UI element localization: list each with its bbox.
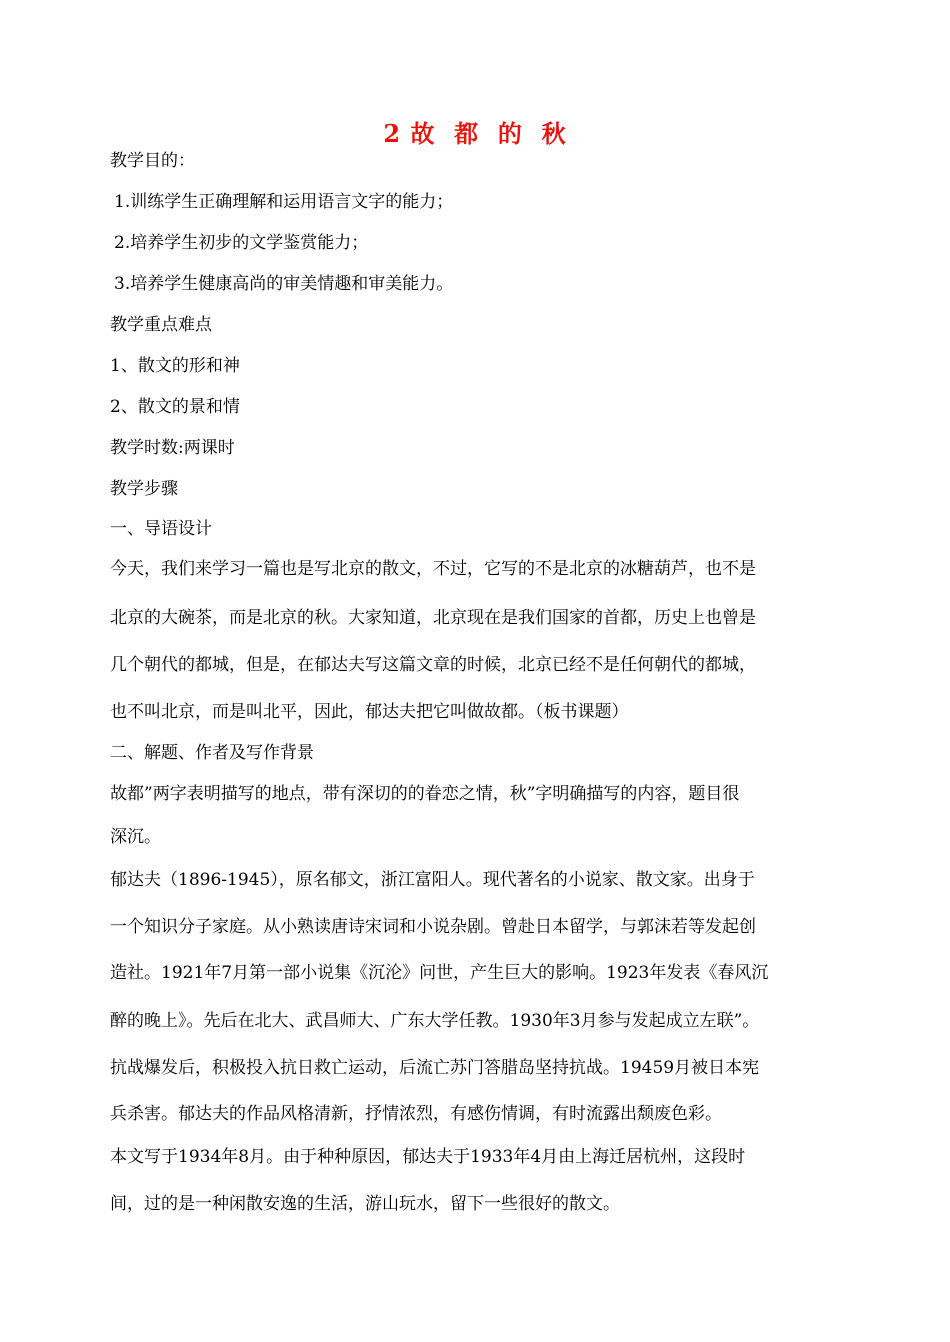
paragraph-line: 也不叫北京，而是叫北平，因此，郁达夫把它叫做故都。（板书课题） xyxy=(110,702,629,722)
document-title: 2 故 都 的 秋 xyxy=(383,119,567,148)
objective-item-2: 2.培养学生初步的文学鉴赏能力； xyxy=(114,233,369,253)
paragraph-line: 故都”两字表明描写的地点，带有深切的的眷恋之情，秋”字明确描写的内容，题目很 xyxy=(110,784,740,804)
heading-key-points: 教学重点难点 xyxy=(110,315,212,335)
paragraph-line: 北京的大碗茶，而是北京的秋。大家知道，北京现在是我们国家的首都，历史上也曾是 xyxy=(110,608,756,628)
paragraph-line: 今天，我们来学习一篇也是写北京的散文，不过，它写的不是北京的冰糖葫芦，也不是 xyxy=(110,559,756,579)
paragraph-line: 间，过的是一种闲散安逸的生活，游山玩水，留下一些很好的散文。 xyxy=(110,1194,620,1214)
paragraph-line: 抗战爆发后，积极投入抗日救亡运动，后流亡苏门答腊岛坚持抗战。19459月被日本宪 xyxy=(110,1058,760,1078)
section-heading-intro: 一、导语设计 xyxy=(110,519,212,539)
paragraph-line: 本文写于1934年8月。由于种种原因，郁达夫于1933年4月由上海迁居杭州，这段时 xyxy=(110,1147,746,1167)
objective-item-1: 1.训练学生正确理解和运用语言文字的能力； xyxy=(114,192,454,212)
heading-teaching-steps: 教学步骤 xyxy=(110,479,178,499)
paragraph-line: 郁达夫（1896-1945），原名郁文，浙江富阳人。现代著名的小说家、散文家。出身于 xyxy=(110,870,755,890)
paragraph-line: 造社。1921年7月第一部小说集《沉沦》问世，产生巨大的影响。1923年发表《春风沉 xyxy=(110,963,769,983)
paragraph-line: 深沉。 xyxy=(110,827,161,847)
heading-teaching-objectives: 教学目的： xyxy=(110,151,195,171)
paragraph-line: 一个知识分子家庭。从小熟读唐诗宋词和小说杂剧。曾赴日本留学，与郭沫若等发起创 xyxy=(110,917,756,937)
paragraph-line: 兵杀害。郁达夫的作品风格清新，抒情浓烈，有感伤情调，有时流露出颓废色彩。 xyxy=(110,1104,722,1124)
objective-item-3: 3.培养学生健康高尚的审美情趣和审美能力。 xyxy=(114,274,454,294)
paragraph-line: 几个朝代的都城，但是，在郁达夫写这篇文章的时候，北京已经不是任何朝代的都城， xyxy=(110,655,756,675)
key-point-item-2: 2、散文的景和情 xyxy=(110,397,240,417)
key-point-item-1: 1、散文的形和神 xyxy=(110,356,240,376)
teaching-hours: 教学时数:两课时 xyxy=(110,438,235,458)
paragraph-line: 醉的晚上》。先后在北大、武昌师大、广东大学任教。1930年3月参与发起成立左联”。 xyxy=(110,1011,760,1031)
section-heading-background: 二、解题、作者及写作背景 xyxy=(110,743,314,763)
